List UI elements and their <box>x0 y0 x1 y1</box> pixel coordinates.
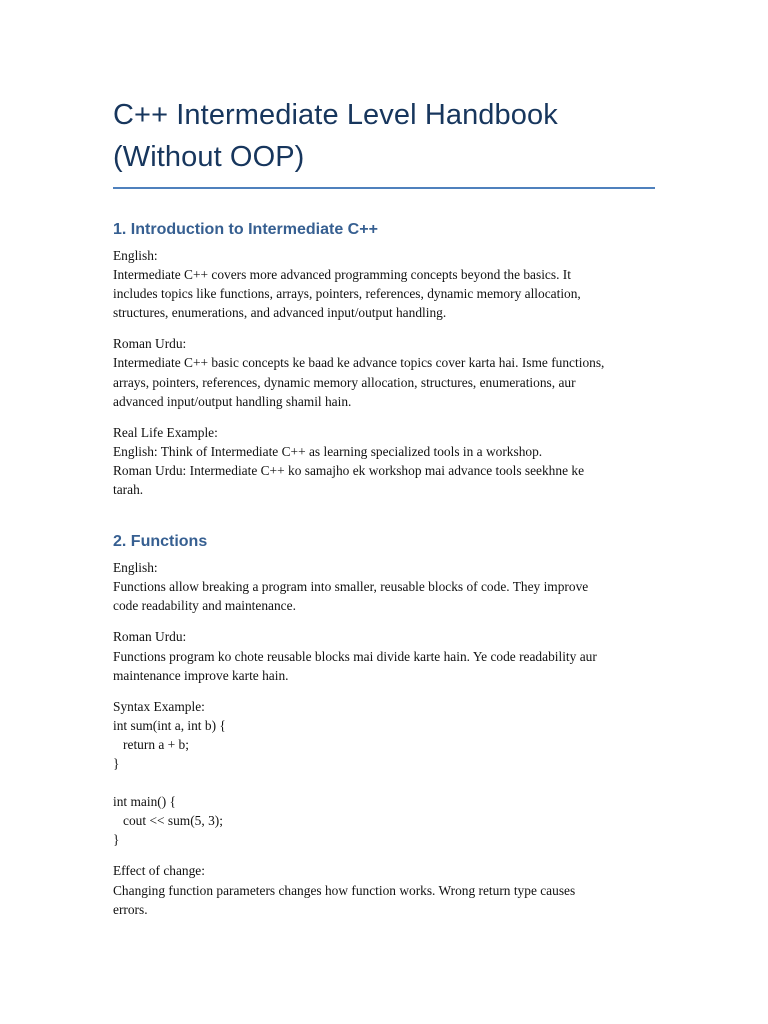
code-snippet: int sum(int a, int b) { return a + b; } int main() { cout << sum(5, 3); } <box>113 717 226 848</box>
effect-of-change-block <box>113 861 656 918</box>
effect-of-change-label: Effect of change: <box>113 863 205 879</box>
roman-urdu-label: Roman Urdu: <box>113 629 187 645</box>
real-life-example-label: Real Life Example: <box>113 424 218 440</box>
roman-urdu-label: Roman Urdu: <box>113 336 187 352</box>
section-heading-introduction: 1. Introduction to Intermediate C++ <box>113 221 378 238</box>
section-introduction <box>113 220 656 499</box>
document-title: C++ Intermediate Level Handbook (Without OOP) <box>113 99 558 173</box>
syntax-example-block <box>113 697 656 850</box>
english-paragraph: Functions allow breaking a program into smaller, reusable blocks of code. They improve code readability and maintenance. <box>113 579 589 614</box>
real-life-example-block <box>113 423 656 499</box>
real-life-example-english: English: Think of Intermediate C++ as learning specialized tools in a workshop. <box>113 443 543 459</box>
real-life-example-roman-urdu: Roman Urdu: Intermediate C++ ko samajho ek workshop mai advance tools seekhne ke tarah. <box>113 462 585 498</box>
english-block <box>113 558 656 615</box>
section-functions <box>113 532 656 919</box>
section-heading-functions: 2. Functions <box>113 533 208 551</box>
syntax-example-label: Syntax Example: <box>113 698 205 714</box>
english-block <box>113 246 656 322</box>
roman-urdu-paragraph: Functions program ko chote reusable blocks mai divide karte hain. Ye code readability aur maintenance improve karte hain. <box>113 648 597 683</box>
effect-of-change-paragraph: Changing function parameters changes how function works. Wrong return type causes errors. <box>113 882 576 917</box>
roman-urdu-block <box>113 334 656 410</box>
roman-urdu-paragraph: Intermediate C++ basic concepts ke baad ke advance topics cover karta hai. Isme functions, arrays, pointers, references, dynamic memory allocation, structures, enumerations, aur advanced input/output handling shamil hain. <box>113 355 605 409</box>
roman-urdu-block <box>113 627 656 684</box>
english-label: English: <box>113 248 158 263</box>
english-paragraph: Intermediate C++ covers more advanced programming concepts beyond the basics. It includes topics like functions, arrays, pointers, references, dynamic memory allocation, structures, enumerations, and advanced input/output handling. <box>113 267 581 321</box>
english-label: English: <box>113 560 158 576</box>
title-underline-rule <box>113 187 655 189</box>
